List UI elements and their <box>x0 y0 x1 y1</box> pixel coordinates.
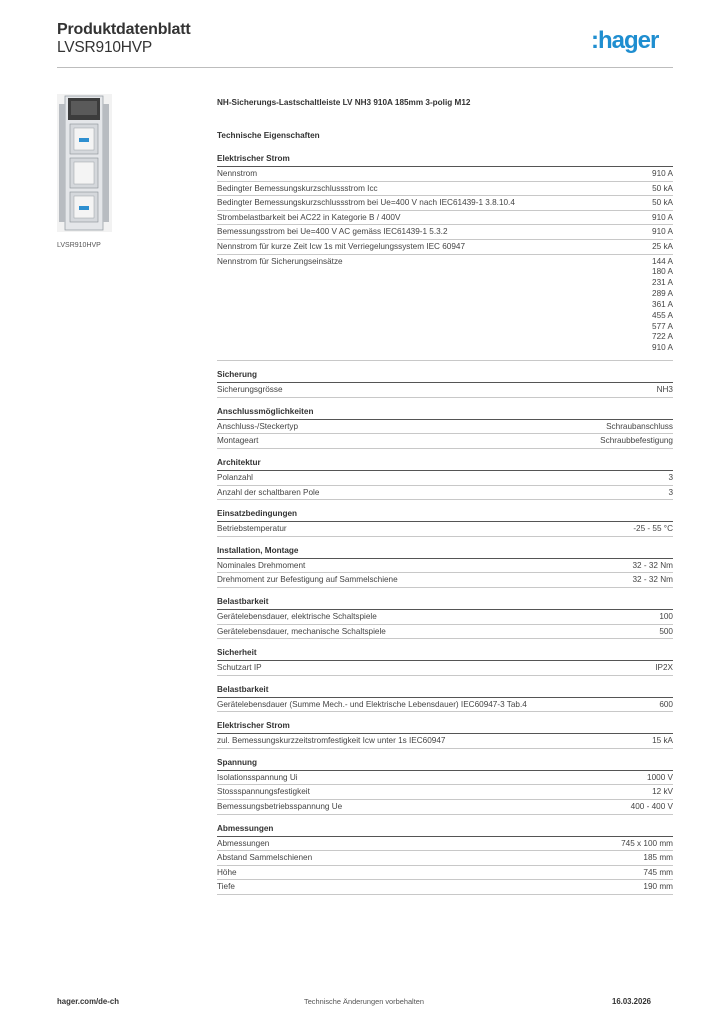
spec-value: 50 kA <box>652 198 673 208</box>
spec-label: Abmessungen <box>217 838 270 848</box>
spec-value-item: 577 A <box>652 321 673 331</box>
spec-sections <box>217 154 673 895</box>
spec-label: Betriebstemperatur <box>217 524 287 534</box>
section-title: Spannung <box>217 758 673 771</box>
spec-row <box>217 434 673 449</box>
spec-value-item: 289 A <box>652 289 673 299</box>
spec-row <box>217 866 673 881</box>
section-gap <box>217 639 673 648</box>
footer-date: 16.03.2026 <box>612 997 652 1006</box>
spec-label: Strombelastbarkeit bei AC22 in Kategorie B / 400V <box>217 212 401 222</box>
spec-value: 400 - 400 V <box>630 802 673 812</box>
spec-value: NH3 <box>656 385 673 395</box>
section-title: Belastbarkeit <box>217 597 673 610</box>
spec-label: Anzahl der schaltbaren Pole <box>217 487 320 497</box>
spec-row <box>217 573 673 588</box>
tech-properties-heading: Technische Eigenschaften <box>217 131 320 140</box>
section-gap <box>217 712 673 721</box>
spec-value: 50 kA <box>652 183 673 193</box>
spec-value: 3 <box>668 487 673 497</box>
section-gap <box>217 815 673 824</box>
spec-value: 185 mm <box>643 853 673 863</box>
section-title: Einsatzbedingungen <box>217 509 673 522</box>
spec-value <box>652 257 673 355</box>
spec-row <box>217 610 673 625</box>
spec-value-item: 910 A <box>652 343 673 353</box>
spec-label: Bemessungsbetriebsspannung Ue <box>217 802 343 812</box>
spec-value: 500 <box>659 626 673 636</box>
spec-label: Polanzahl <box>217 472 253 482</box>
spec-label: Tiefe <box>217 882 235 892</box>
spec-label: Nennstrom für kurze Zeit Icw 1s mit Verriegelungssystem IEC 60947 <box>217 241 465 251</box>
spec-label: Gerätelebensdauer, mechanische Schaltspiele <box>217 626 386 636</box>
section-title: Sicherung <box>217 370 673 383</box>
product-title: NH-Sicherungs-Lastschaltleiste LV NH3 910A 185mm 3-polig M12 <box>217 98 471 107</box>
spec-row <box>217 800 673 815</box>
section-title: Abmessungen <box>217 824 673 837</box>
spec-row <box>217 420 673 435</box>
section-gap <box>217 449 673 458</box>
section-title: Architektur <box>217 458 673 471</box>
spec-content <box>217 98 673 895</box>
section-title: Elektrischer Strom <box>217 154 673 167</box>
spec-label: Nennstrom für Sicherungseinsätze <box>217 256 343 266</box>
spec-row <box>217 383 673 398</box>
spec-row <box>217 471 673 486</box>
footer-website[interactable]: hager.com/de-ch <box>57 997 119 1006</box>
spec-value: 100 <box>659 611 673 621</box>
spec-value: Schraubbefestigung <box>600 436 673 446</box>
spec-value: -25 - 55 °C <box>633 524 673 534</box>
spec-value: 600 <box>659 699 673 709</box>
spec-row <box>217 771 673 786</box>
spec-label: Anschluss-/Steckertyp <box>217 421 298 431</box>
spec-value: 910 A <box>652 212 673 222</box>
spec-value: 910 A <box>652 227 673 237</box>
spec-value: Schraubanschluss <box>606 421 673 431</box>
spec-row <box>217 785 673 800</box>
article-number: LVSR910HVP <box>57 39 153 56</box>
spec-label: Bemessungsstrom bei Ue=400 V AC gemäss IEC61439-1 5.3.2 <box>217 227 448 237</box>
footer-notice: Technische Änderungen vorbehalten <box>304 997 424 1006</box>
spec-row <box>217 880 673 895</box>
spec-value-item: 455 A <box>652 310 673 320</box>
spec-row <box>217 255 673 362</box>
spec-row <box>217 522 673 537</box>
section-title: Elektrischer Strom <box>217 721 673 734</box>
section-gap <box>217 749 673 758</box>
spec-row <box>217 625 673 640</box>
spec-row <box>217 211 673 226</box>
section-title: Installation, Montage <box>217 546 673 559</box>
hager-logo: :hager <box>591 27 659 54</box>
section-gap <box>217 537 673 546</box>
spec-label: Höhe <box>217 867 237 877</box>
section-gap <box>217 500 673 509</box>
spec-label: Sicherungsgrösse <box>217 385 283 395</box>
spec-row <box>217 851 673 866</box>
spec-value: 190 mm <box>643 882 673 892</box>
spec-row <box>217 240 673 255</box>
spec-row <box>217 734 673 749</box>
page-title: Produktdatenblatt <box>57 21 191 38</box>
spec-label: Abstand Sammelschienen <box>217 853 313 863</box>
spec-value: 15 kA <box>652 736 673 746</box>
section-title: Anschlussmöglichkeiten <box>217 407 673 420</box>
spec-value: 12 kV <box>652 787 673 797</box>
spec-value: IP2X <box>655 663 673 673</box>
spec-label: Nennstrom <box>217 169 258 178</box>
section-title: Sicherheit <box>217 648 673 661</box>
header-divider <box>57 67 673 68</box>
spec-row <box>217 167 673 182</box>
spec-value: 3 <box>668 472 673 482</box>
product-image-caption: LVSR910HVP <box>57 242 101 249</box>
product-image <box>57 94 112 232</box>
spec-row <box>217 196 673 211</box>
spec-value-item: 144 A <box>652 256 673 266</box>
section-gap <box>217 361 673 370</box>
spec-label: Drehmoment zur Befestigung auf Sammelschiene <box>217 575 398 585</box>
section-gap <box>217 398 673 407</box>
spec-value: 745 mm <box>643 867 673 877</box>
section-gap <box>217 588 673 597</box>
spec-row <box>217 182 673 197</box>
spec-value: 25 kA <box>652 241 673 251</box>
spec-value: 910 A <box>652 169 673 178</box>
section-gap <box>217 676 673 685</box>
spec-value: 1000 V <box>647 772 673 782</box>
spec-value: 745 x 100 mm <box>621 838 673 848</box>
spec-value-item: 722 A <box>652 332 673 342</box>
spec-label: Gerätelebensdauer, elektrische Schaltspiele <box>217 611 377 621</box>
spec-row <box>217 225 673 240</box>
spec-label: Bedingter Bemessungskurzschlussstrom bei Ue=400 V nach IEC61439-1 3.8.10.4 <box>217 198 515 208</box>
spec-label: zul. Bemessungskurzzeitstromfestigkeit Icw unter 1s IEC60947 <box>217 736 446 746</box>
spec-value: 32 - 32 Nm <box>632 560 673 570</box>
spec-row <box>217 559 673 574</box>
spec-value: 32 - 32 Nm <box>632 575 673 585</box>
logo-text: hager <box>598 27 659 54</box>
spec-label: Nominales Drehmoment <box>217 560 306 570</box>
spec-label: Bedingter Bemessungskurzschlussstrom Icc <box>217 183 378 193</box>
spec-label: Montageart <box>217 436 259 446</box>
spec-label: Isolationsspannung Ui <box>217 772 298 782</box>
spec-value-item: 180 A <box>652 267 673 277</box>
spec-row <box>217 661 673 676</box>
spec-row <box>217 698 673 713</box>
spec-row <box>217 486 673 501</box>
spec-label: Schutzart IP <box>217 663 262 673</box>
spec-label: Stossspannungsfestigkeit <box>217 787 310 797</box>
spec-value-item: 231 A <box>652 278 673 288</box>
section-title: Belastbarkeit <box>217 685 673 698</box>
spec-value-item: 361 A <box>652 299 673 309</box>
spec-row <box>217 837 673 852</box>
spec-label: Gerätelebensdauer (Summe Mech.- und Elektrische Lebensdauer) IEC60947-3 Tab.4 <box>217 699 527 709</box>
